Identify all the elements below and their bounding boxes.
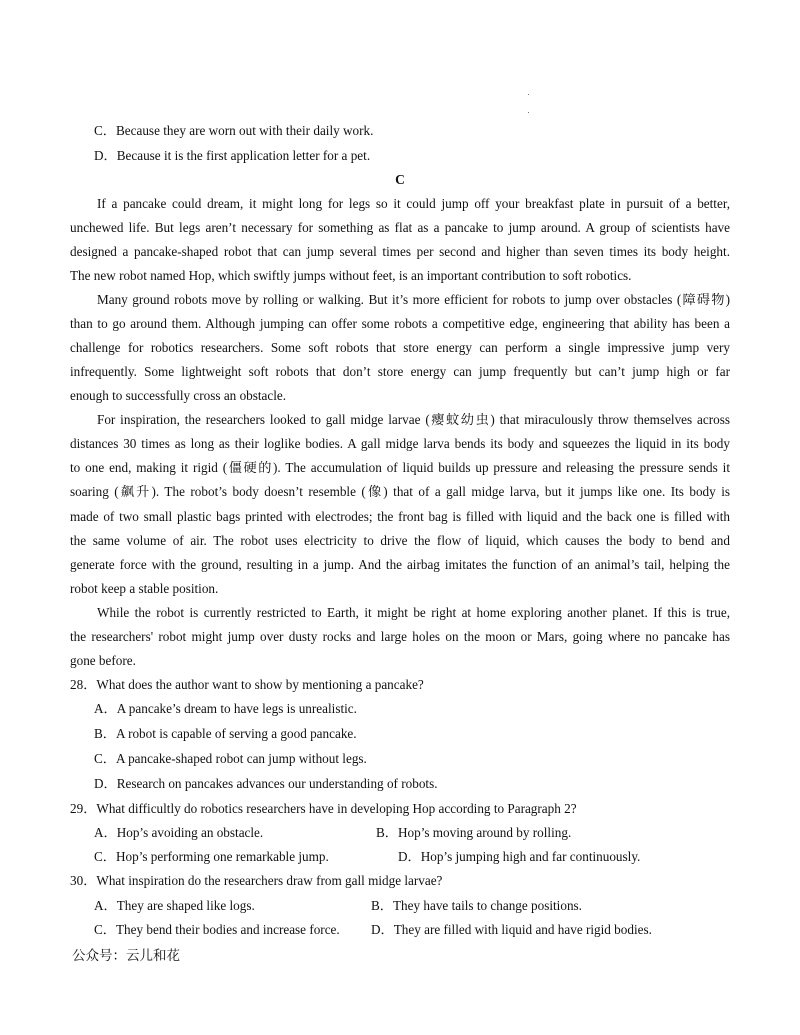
passage-line: designed a pancake-shaped robot that can jump several times per second and higher than seven times its body height. — [70, 244, 730, 259]
passage-line: to one end, making it rigid (僵硬的). The accumulation of liquid builds up pressure and releasing the pressure sends it — [70, 460, 730, 475]
prev-option-c: C．Because they are worn out with their daily work. — [94, 123, 374, 138]
scan-dot — [528, 112, 529, 113]
passage-line: While the robot is currently restricted to Earth, it might be right at home exploring another planet. If this is true, — [97, 605, 730, 620]
footer-watermark: 公众号：云儿和花 — [72, 948, 180, 964]
passage-line: enough to successfully cross an obstacle. — [70, 388, 287, 403]
passage-line: than to go around them. Although jumping can offer some robots a competitive edge, engineering that ability has been a — [70, 316, 730, 331]
section-label: C — [395, 172, 405, 187]
question-30-option-a: A．They are shaped like logs. — [94, 898, 255, 913]
passage-line: For inspiration, the researchers looked to gall midge larvae (瘿蚊幼虫) that miraculously throw themselves across — [97, 412, 730, 427]
passage-line: infrequently. Some lightweight soft robots that don’t store energy can jump frequently but can’t jump high or far — [70, 364, 730, 379]
passage-line: soaring (飙升). The robot’s body doesn’t resemble (像) that of a gall midge larva, but it jumps like one. Its body is — [70, 484, 730, 499]
question-28-option-c: C．A pancake-shaped robot can jump without legs. — [94, 751, 367, 766]
question-28-stem: 28．What does the author want to show by mentioning a pancake? — [70, 677, 424, 692]
prev-option-d: D．Because it is the first application letter for a pet. — [94, 148, 371, 163]
question-28-option-a: A．A pancake’s dream to have legs is unrealistic. — [94, 701, 357, 716]
question-29-stem: 29．What difficultly do robotics researchers have in developing Hop according to Paragraph 2? — [70, 801, 577, 816]
passage-line: the researchers' robot might jump over dusty rocks and large holes on the moon or Mars, going where no pancake has — [70, 629, 730, 644]
passage-line: If a pancake could dream, it might long for legs so it could jump off your breakfast plate in pursuit of a better, — [97, 196, 730, 211]
question-28-option-b: B．A robot is capable of serving a good pancake. — [94, 726, 357, 741]
question-30-stem: 30．What inspiration do the researchers draw from gall midge larvae? — [70, 873, 443, 888]
question-29-option-a: A．Hop’s avoiding an obstacle. — [94, 825, 264, 840]
question-29-option-c: C．Hop’s performing one remarkable jump. — [94, 849, 329, 864]
passage-line: the same volume of air. The robot uses electricity to drive the flow of liquid, which causes the body to bend and — [70, 533, 730, 548]
passage-line: challenge for robotics researchers. Some soft robots that store energy can perform a single impressive jump very — [70, 340, 730, 355]
passage-line: Many ground robots move by rolling or walking. But it’s more efficient for robots to jump over obstacles (障碍物) — [97, 292, 730, 307]
question-30-option-d: D．They are filled with liquid and have rigid bodies. — [371, 922, 652, 937]
scan-dot — [528, 94, 529, 95]
passage-line: gone before. — [70, 653, 136, 668]
passage-line: unchewed life. But legs aren’t necessary for something as flat as a pancake to jump around. A group of scientists have — [70, 220, 730, 235]
passage-line: made of two small plastic bags printed with electrodes; the front bag is filled with liquid and the back one is filled with — [70, 509, 730, 524]
question-28-option-d: D．Research on pancakes advances our understanding of robots. — [94, 776, 438, 791]
question-30-option-b: B．They have tails to change positions. — [371, 898, 582, 913]
passage-line: The new robot named Hop, which swiftly jumps without feet, is an important contribution to soft robotics. — [70, 268, 632, 283]
question-29-option-d: D．Hop’s jumping high and far continuously. — [398, 849, 641, 864]
passage-line: robot keep a stable position. — [70, 581, 219, 596]
question-29-option-b: B．Hop’s moving around by rolling. — [376, 825, 572, 840]
passage-line: generate force with the ground, resulting in a jump. And the airbag imitates the function of an animal’s tail, helping the — [70, 557, 730, 572]
passage-line: distances 30 times as long as their loglike bodies. A gall midge larva bends its body and squeezes the liquid in its body — [70, 436, 730, 451]
question-30-option-c: C．They bend their bodies and increase force. — [94, 922, 340, 937]
